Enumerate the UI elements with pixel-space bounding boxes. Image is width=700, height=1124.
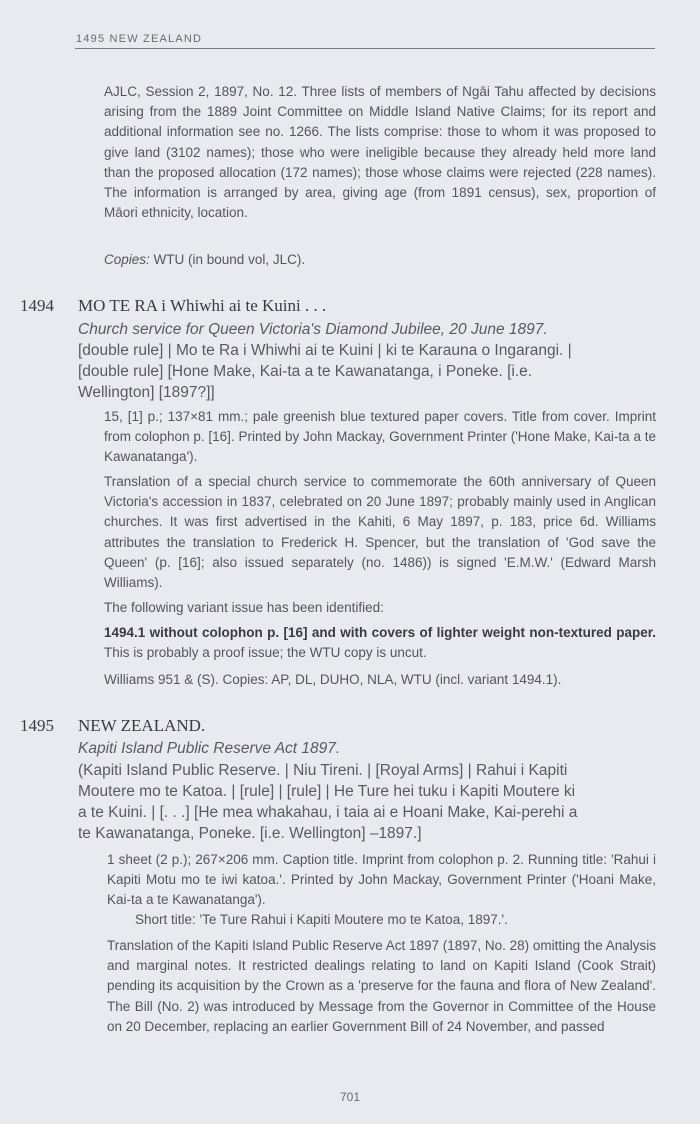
copies-label: Copies: bbox=[104, 252, 150, 267]
variant-heading: 1494.1 without colophon p. [16] and with covers of lighter weight non-textured paper. bbox=[104, 625, 656, 640]
entry-1494-refs: Williams 951 & (S). Copies: AP, DL, DUHO, NLA, WTU (incl. variant 1494.1). bbox=[104, 672, 562, 687]
entry-1495-number: 1495 bbox=[20, 716, 54, 735]
entry-1495-subtitle-4: a te Kuini. | [. . .] [He mea whakahau, i taia ai e Hoani Make, Kai-perehi a bbox=[78, 804, 578, 821]
entry-1494-variant-intro: The following variant issue has been identified: bbox=[104, 600, 384, 615]
entry-1494-collation: 15, [1] p.; 137×81 mm.; pale greenish blue textured paper covers. Title from cover. Imprint from colophon p. [16]. Printed by John Mackay, Government Printer ('Hone Make, Kai-ta a te Kawanatanga'). bbox=[104, 409, 656, 465]
entry-1495-collation: 1 sheet (2 p.); 267×206 mm. Caption title. Imprint from colophon p. 2. Running title: 'Rahui i Kapiti Motu mo te iwi katoa.'. Printed by John Mackay, Government Printer ('Hoani Make, Kai-ta a te Kawanatanga'). bbox=[107, 852, 656, 908]
entry-1495-subtitle-3: Moutere mo te Katoa. | [rule] | [rule] | He Ture hei tuku i Kapiti Moutere ki bbox=[78, 783, 576, 800]
entry-1495-subtitle-2: (Kapiti Island Public Reserve. | Niu Tireni. | [Royal Arms] | Rahui i Kapiti bbox=[78, 762, 568, 779]
header-rule bbox=[75, 48, 655, 49]
entry-1494-note: Translation of a special church service to commemorate the 60th anniversary of Queen Victoria's accession in 1837, celebrated on 20 June 1897; probably mainly used in Anglican churches. It was first advertised in the Kahiti, 6 May 1897, p. 183, price 6d. Williams attributes the translation to Frederick H. Spencer, but the translation of 'God save the Queen' (p. [16]; also issued separately (no. 1486)) is signed 'E.M.W.' (Edward Marsh Williams). bbox=[104, 474, 656, 591]
entry-1494-subtitle-2: [double rule] | Mo te Ra i Whiwhi ai te Kuini | ki te Karauna o Ingarangi. | bbox=[78, 342, 572, 359]
entry-1494-variant bbox=[104, 623, 656, 663]
entry-1495-subtitle-1: Kapiti Island Public Reserve Act 1897. bbox=[78, 740, 341, 757]
page-number: 701 bbox=[339, 1090, 361, 1104]
entry-1494-subtitle-4: Wellington] [1897?]] bbox=[78, 384, 215, 401]
entry-1495-short-title: Short title: 'Te Ture Rahui i Kapiti Moutere mo te Katoa, 1897.'. bbox=[135, 912, 508, 927]
entry-1495-note: Translation of the Kapiti Island Public Reserve Act 1897 (1897, No. 28) omitting the Analysis and marginal notes. It restricted dealings relating to land on Kapiti Island (Cook Strait) pending its acquisition by the Crown as a 'preserve for the fauna and flora of New Zealand'. The Bill (No. 2) was introduced by Message from the Governor in Committee of the House on 20 December, replacing an earlier Government Bill of 24 November, and passed bbox=[107, 938, 656, 1034]
entry-1494-title: MO TE RA i Whiwhi ai te Kuini . . . bbox=[78, 296, 327, 315]
entry-1493-copies bbox=[104, 250, 656, 270]
entry-1495-title: NEW ZEALAND. bbox=[78, 716, 206, 735]
copies-text: WTU (in bound vol, JLC). bbox=[149, 252, 306, 267]
entry-1495-subtitle-5: te Kawanatanga, Poneke. [i.e. Wellington] –1897.] bbox=[78, 825, 422, 842]
entry-1493-description: AJLC, Session 2, 1897, No. 12. Three lists of members of Ngāi Tahu affected by decisions arising from the 1889 Joint Committee on Middle Island Native Claims; for its report and additional information see no. 1266. The lists comprise: those to whom it was proposed to give land (3102 names); those who were ineligible because they already held more land than the proposed allocation (172 names); those whose claims were rejected (228 names). The information is arranged by area, giving age (from 1891 census), sex, proportion of Māori ethnicity, location. bbox=[104, 84, 656, 221]
variant-text: This is probably a proof issue; the WTU copy is uncut. bbox=[104, 645, 427, 661]
entry-1494-subtitle-3: [double rule] [Hone Make, Kai-ta a te Kawanatanga, i Poneke. [i.e. bbox=[78, 363, 533, 380]
entry-1494-subtitle-1: Church service for Queen Victoria's Diamond Jubilee, 20 June 1897. bbox=[78, 321, 548, 338]
running-head: 1495 NEW ZEALAND bbox=[76, 33, 203, 45]
entry-1494-number: 1494 bbox=[20, 296, 54, 315]
